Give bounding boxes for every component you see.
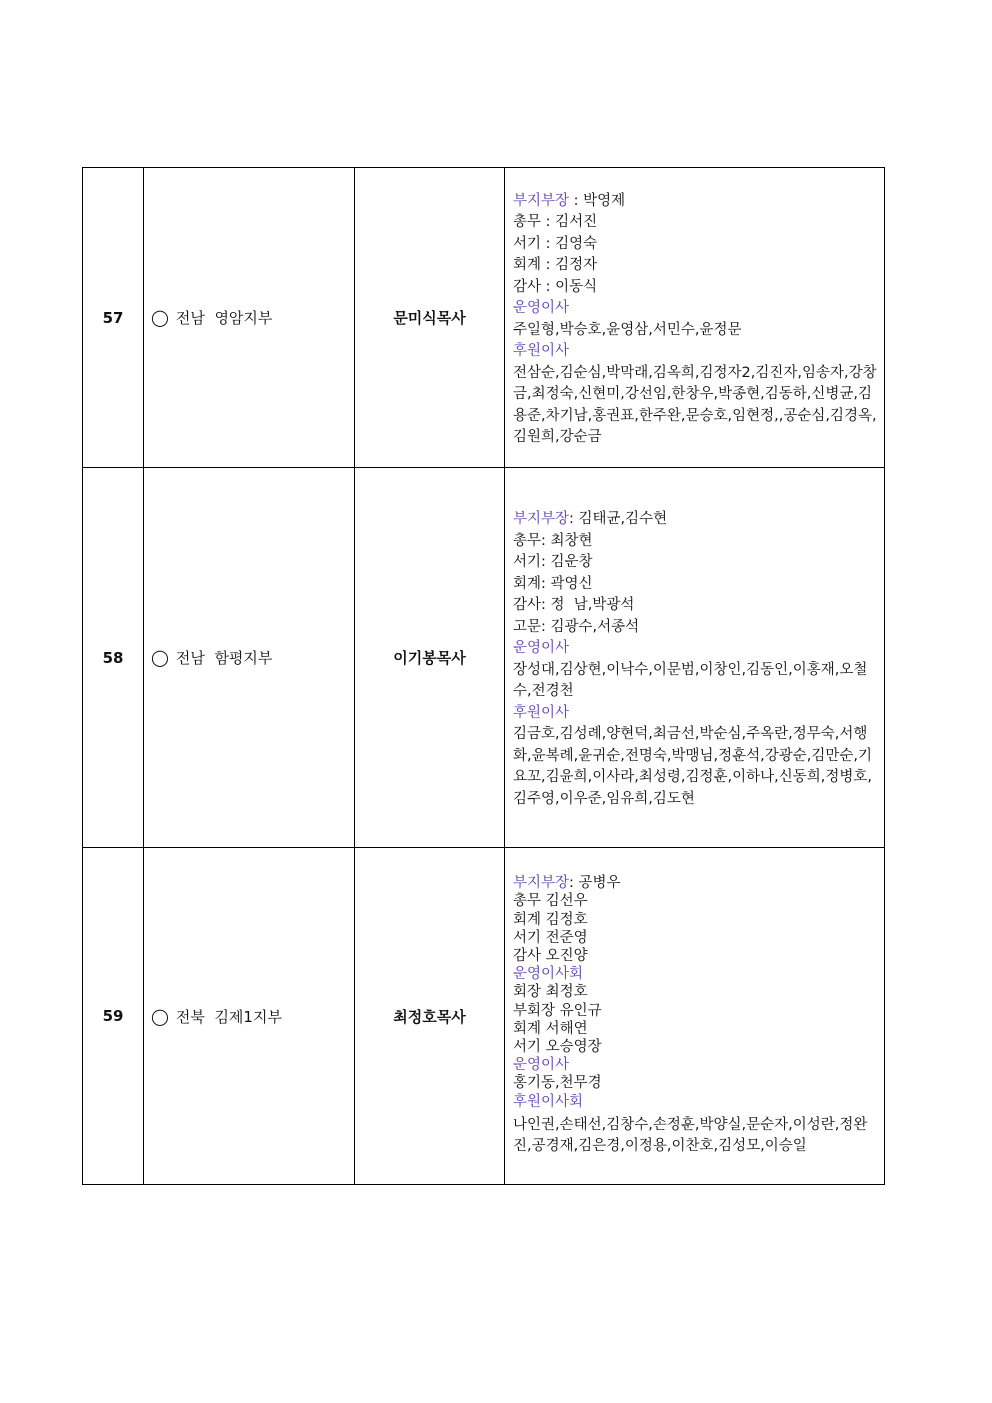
table-row (83, 848, 885, 1185)
council-line: 회계 서해연 (513, 1020, 588, 1037)
operating-board-header: 운영이사 (513, 640, 570, 656)
operating-council-header: 운영이사회 (513, 966, 584, 983)
branch-label: 김제1지부 (214, 1007, 282, 1026)
officer-line: 서기 전준영 (513, 929, 588, 946)
officer-line: 고문: 김광수,서종석 (513, 618, 640, 635)
officer-detail-cell (505, 848, 885, 1185)
operating-board-members: 홍기동,천무경 (513, 1075, 602, 1092)
region-label: 전남 (175, 309, 205, 327)
pastor-name: 최정호목사 (355, 848, 505, 1185)
row-number: 59 (83, 848, 144, 1185)
officer-line: 서기 : 김영숙 (513, 235, 598, 252)
council-line: 서기 오승영장 (513, 1039, 602, 1055)
row-number: 57 (83, 168, 144, 468)
vice-chief-line: 부지부장: 김태균,김수현 (513, 511, 668, 527)
pastor-name: 이기봉목사 (355, 468, 505, 848)
operating-board-header: 운영이사 (513, 300, 570, 316)
branch-name-cell (144, 168, 355, 468)
officer-line: 감사 오진양 (513, 947, 588, 964)
branch-roster-table (82, 167, 885, 1185)
vice-chief-line: 부지부장: 공병우 (513, 875, 621, 892)
officer-line: 회계 : 김정자 (513, 257, 598, 273)
branch-name-cell (144, 468, 355, 848)
row-number: 58 (83, 468, 144, 848)
officer-detail-cell (505, 168, 885, 468)
circle-bullet-icon: ◯ (151, 308, 169, 327)
officer-line: 회계: 곽영신 (513, 575, 593, 592)
operating-board-members: 장성대,김상현,이낙수,이문범,이창인,김동인,이홍재,오철수,전경천 (513, 661, 868, 699)
branch-label: 함평지부 (214, 649, 273, 667)
table-row (83, 468, 885, 848)
officer-line: 총무 김선우 (513, 893, 588, 910)
operating-board-header: 운영이사 (513, 1057, 570, 1074)
officer-line: 총무: 최창현 (513, 532, 593, 549)
circle-bullet-icon: ◯ (151, 1006, 169, 1026)
pastor-name: 문미식목사 (355, 168, 505, 468)
officer-line: 감사 : 이동식 (513, 278, 598, 295)
officer-line: 서기: 김운창 (513, 554, 593, 570)
support-board-header: 후원이사 (513, 704, 570, 721)
branch-name-cell (144, 848, 355, 1185)
support-board-header: 후원이사 (513, 343, 570, 359)
support-board-members: 김금호,김성례,양현덕,최금선,박순심,주옥란,정무숙,서행화,윤복례,윤귀순,전명숙,박맹님,정훈석,강광순,김만순,기요꼬,김윤희,이사라,최성령,김정훈,이하나,신동희,정병호,김주영,이우준,임유희,김도현 (513, 726, 873, 807)
support-board-members: 나인권,손태선,김창수,손정훈,박양실,문순자,이성란,정완진,공경재,김은경,이정용,이찬호,김성모,이승일 (513, 1116, 868, 1155)
council-line: 회장 최정호 (513, 984, 588, 1001)
officer-detail-cell (505, 468, 885, 848)
table-row (83, 168, 885, 468)
circle-bullet-icon: ◯ (151, 648, 169, 667)
operating-board-members: 주일형,박승호,윤영삼,서민수,윤정문 (513, 321, 742, 338)
branch-label: 영암지부 (214, 309, 273, 327)
officer-line: 감사: 정 남,박광석 (513, 597, 635, 613)
support-council-header: 후원이사회 (513, 1093, 584, 1110)
region-label: 전남 (175, 649, 205, 667)
support-board-members: 전삼순,김순심,박막래,김옥희,김정자2,김진자,임송자,강창금,최정숙,신현미,강선임,한창우,박종현,김동하,신병균,김용준,차기남,홍권표,한주완,문승호,임현정,,공순심,김경옥,김원희,강순금 (513, 364, 877, 445)
officer-line: 회계 김정호 (513, 911, 588, 928)
vice-chief-line: 부지부장 : 박영제 (513, 192, 626, 209)
region-label: 전북 (175, 1007, 205, 1026)
officer-line: 총무 : 김서진 (513, 214, 598, 230)
council-line: 부회장 유인규 (513, 1002, 602, 1019)
